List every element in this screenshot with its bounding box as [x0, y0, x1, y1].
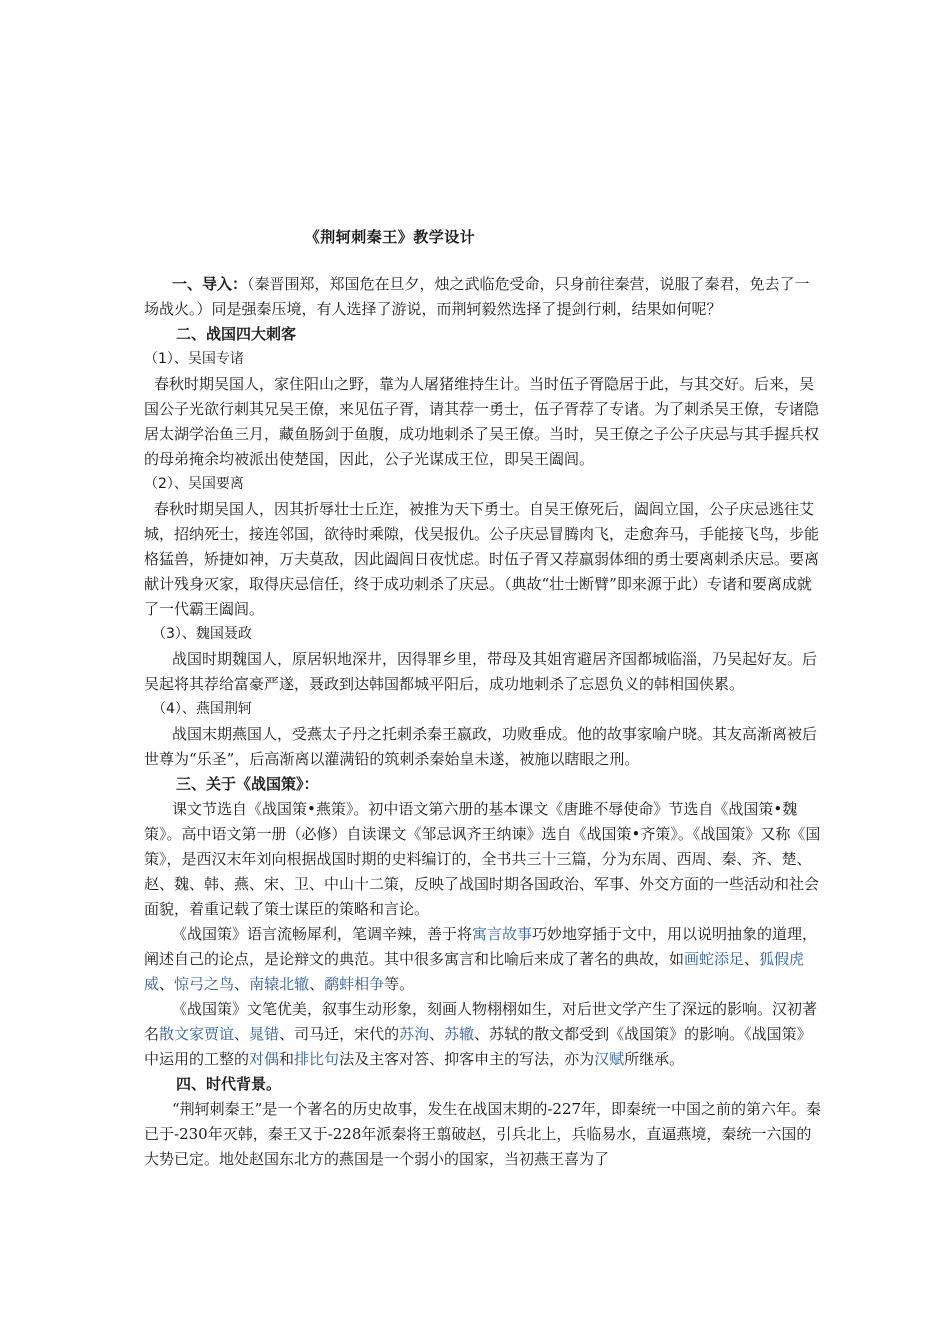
section3-paragraph-1: 课文节选自《战国策•燕策》。初中语文第六册的基本课文《唐雎不辱使命》节选自《战国策•魏策》。高中语文第一册（必修）自读课文《邹忌讽齐王纳谏》选自《战国策•齐策》。《战国策》又称《国策》，是西汉末年刘向根据战国时期的史料编订的，全书共三十三篇，分为东周、西周、秦、齐、楚、赵、魏、韩、燕、宋、卫、中山十二策，反映了战国时期各国政治、军事、外交方面的一些活动和社会面貌，着重记载了策士谋臣的策略和言论。 [144, 800, 821, 918]
text-run: 《战国策》文笔优美，叙事生动形象，刻画人物栩栩如生，对后世文学产生了深远的影响。汉初著名 [144, 1000, 818, 1043]
section4-text: “荆轲刺秦王”是一个著名的历史故事，发生在战国末期的-227年，即秦统一中国之前的第六年。秦已于-230年灭韩，秦王又于-228年派秦将王翦破赵，引兵北上，兵临易水，直逼燕境，秦统一六国的大势已定。地处赵国东北方的燕国是一个弱小的国家，当初燕王喜为了 [144, 1100, 822, 1168]
link-fable-story[interactable]: 寓言故事 [472, 925, 533, 943]
item2-label: （2）、吴国要离 [144, 476, 244, 492]
text-run: 、 [744, 950, 760, 968]
link-hujiahuwei[interactable]: 狐假虎威 [144, 950, 805, 993]
text-run: 、 [234, 975, 250, 993]
link-huasheтianzu[interactable]: 画蛇添足 [684, 950, 745, 968]
text-run: 和 [279, 1050, 295, 1068]
document-body [144, 272, 824, 1172]
link-suxun[interactable]: 苏洵 [399, 1025, 430, 1043]
intro-text: （秦晋围郑，郑国危在旦夕，烛之武临危受命，只身前往秦营，说服了秦君，免去了一场战火。）同是强秦压境，有人选择了游说，而荆轲毅然选择了提剑行刺，结果如何呢？ [144, 275, 810, 318]
section3-paragraph-3 [144, 997, 824, 1072]
text-run: 、 [429, 1025, 445, 1043]
text-run: 、苏轼的散文都受到《战国策》的影响。《战国策》中运用的工整的 [144, 1025, 812, 1068]
item3-text: 战国时期魏国人，原居轵地深井，因得罪乡里，带母及其姐宵避居齐国都城临淄，乃吴起好友。后吴起将其荐给富豪严遂，聂政到达韩国都城平阳后，成功地刺杀了忘恩负义的韩相国侠累。 [144, 650, 818, 693]
link-yubangxiangzheng[interactable]: 鹬蚌相争 [324, 975, 385, 993]
link-chaocuo[interactable]: 晁错 [249, 1025, 280, 1043]
intro-paragraph [144, 272, 824, 322]
text-run: 、 [309, 975, 325, 993]
text-run: 、 [234, 1025, 250, 1043]
link-prose-writer[interactable]: 散文家 [159, 1025, 205, 1043]
text-run: 所继承。 [624, 1050, 685, 1068]
text-run: 巧妙地穿插于文中，用以说明抽象的道理，阐述自己的论点，是论辩文的典范。其中很多寓言和比喻后来成了著名的典故，如 [144, 925, 818, 968]
section2-heading: 二、战国四大刺客 [176, 325, 297, 343]
link-nanyuanbeizhe[interactable]: 南辕北辙 [249, 975, 310, 993]
link-jiayi[interactable]: 贾谊 [204, 1025, 235, 1043]
item4-label: （4）、燕国荆轲 [152, 701, 252, 717]
text-run: 、 [159, 975, 175, 993]
item3-label: （3）、魏国聂政 [152, 626, 252, 642]
item4-text: 战国末期燕国人，受燕太子丹之托刺杀秦王嬴政，功败垂成。他的故事家喻户晓。其友高渐离被后世尊为“乐圣”，后高渐离以灌满铅的筑刺杀秦始皇未遂，被施以瞎眼之刑。 [144, 725, 818, 768]
text-run: 、司马迁，宋代的 [279, 1025, 400, 1043]
item2-text: 春秋时期吴国人，因其折辱壮士丘迮，被推为天下勇士。自吴王僚死后，阖闾立国，公子庆忌逃往艾城，招纳死士，接连邻国，欲待时乘隙，伐吴报仇。公子庆忌冒腾肉飞，走愈奔马，手能接飞鸟，步能格猛兽，矫捷如神，万夫莫敌，因此阖闾日夜忧虑。时伍子胥又荐羸弱体细的勇士要离刺杀庆忌。要离献计残身灭家，取得庆忌信任，终于成功刺杀了庆忌。（典故“壮士断臂”即来源于此）专诸和要离成就了一代霸王阖闾。 [144, 500, 820, 618]
section3-paragraph-2 [144, 922, 824, 997]
item1-label: （1）、吴国专诸 [144, 351, 244, 367]
text-run: 等。 [384, 975, 415, 993]
link-hanfu[interactable]: 汉赋 [594, 1050, 625, 1068]
item1-text: 春秋时期吴国人，家住阳山之野，靠为人屠猪维持生计。当时伍子胥隐居于此，与其交好。后来，吴国公子光欲行刺其兄吴王僚，来见伍子胥，请其荐一勇士，伍子胥荐了专诸。为了刺杀吴王僚，专诸隐居太湖学治鱼三月，藏鱼肠剑于鱼腹，成功地刺杀了吴王僚。当时，吴王僚之子公子庆忌与其手握兵权的母弟掩余均被派出使楚国，因此，公子光谋成王位，即吴王阖闾。 [144, 375, 820, 468]
document-title [0, 226, 950, 247]
link-duiou[interactable]: 对偶 [249, 1050, 280, 1068]
link-jinggongzhiniao[interactable]: 惊弓之鸟 [174, 975, 235, 993]
link-suzhe[interactable]: 苏辙 [444, 1025, 475, 1043]
link-paibiju[interactable]: 排比句 [294, 1050, 340, 1068]
text-run: 《战国策》语言流畅犀利，笔调辛辣，善于将 [172, 925, 473, 943]
section4-heading: 四、时代背景。 [176, 1075, 282, 1093]
title-text: 《荆轲刺秦王》教学设计 [304, 228, 476, 246]
intro-label: 一、导入： [172, 275, 248, 293]
text-run: 法及主客对答、抑客申主的写法，亦为 [339, 1050, 595, 1068]
section3-heading: 三、关于《战国策》： [176, 775, 319, 793]
